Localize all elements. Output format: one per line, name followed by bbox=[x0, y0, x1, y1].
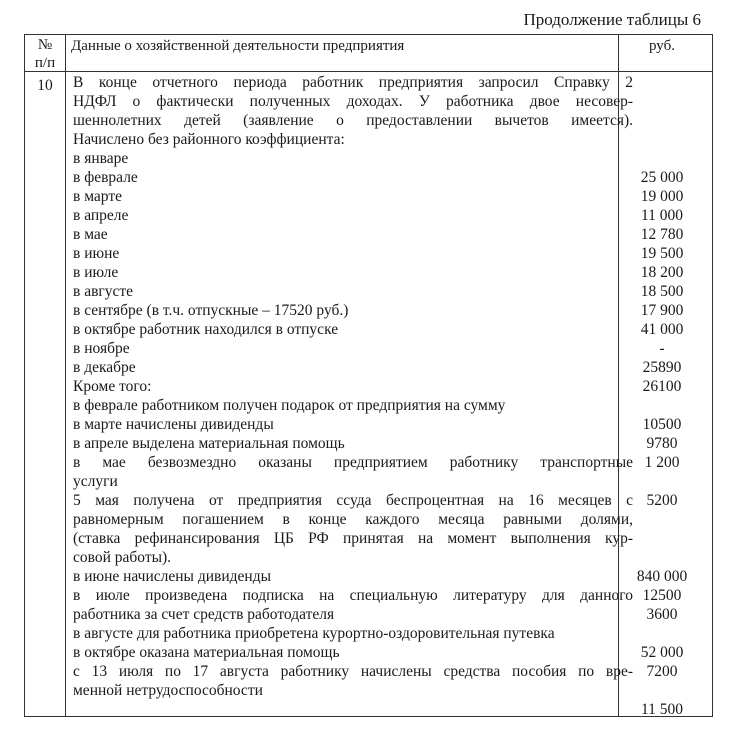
value-cell: 12 780 bbox=[640, 226, 684, 243]
value-cell: 9780 bbox=[646, 435, 678, 452]
description-line: в июне начислены дивиденды bbox=[73, 568, 271, 585]
value-cell: 12500 bbox=[642, 587, 682, 604]
header-unit: руб. bbox=[649, 38, 675, 54]
description-line: Кроме того: bbox=[73, 378, 152, 395]
description-line: в сентябре (в т.ч. отпускные – 17520 руб.) bbox=[73, 302, 349, 319]
description-line: (ставка рефинансирования ЦБ РФ принятая на момент выполнения кур- bbox=[73, 530, 633, 547]
value-cell: 19 500 bbox=[640, 245, 684, 262]
value-cell: 5200 bbox=[646, 492, 678, 509]
description-line: в октябре оказана материальная помощь bbox=[73, 644, 340, 661]
description-line: шеннолетних детей (заявление о предоставлении вычетов имеется). bbox=[73, 112, 633, 129]
value-cell: 18 200 bbox=[640, 264, 684, 281]
description-line: в феврале работником получен подарок от предприятия на сумму bbox=[73, 397, 506, 414]
description-line: в августе для работника приобретена курортно-оздоровительная путевка bbox=[73, 625, 555, 642]
value-cell: 1 200 bbox=[644, 454, 680, 471]
value-cell: 26100 bbox=[642, 378, 682, 395]
description-line: в августе bbox=[73, 283, 134, 300]
data-table bbox=[24, 34, 713, 717]
description-line: равномерным погашением в конце каждого месяца равными долями, bbox=[73, 511, 633, 528]
description-line: в феврале bbox=[73, 169, 138, 186]
description-line: в июле произведена подписка на специальную литературу для данного bbox=[73, 587, 633, 604]
value-cell: 3600 bbox=[646, 606, 678, 623]
value-cell: 25 000 bbox=[640, 169, 684, 186]
description-line: в марте начислены дивиденды bbox=[73, 416, 274, 433]
description-line: в январе bbox=[73, 150, 129, 167]
description-line: В конце отчетного периода работник предприятия запросил Справку 2 bbox=[73, 74, 633, 91]
description-line: в июне bbox=[73, 245, 120, 262]
description-line: в апреле выделена материальная помощь bbox=[73, 435, 345, 452]
value-cell: 52 000 bbox=[640, 644, 684, 661]
header-description: Данные о хозяйственной деятельности предприятия bbox=[71, 38, 405, 54]
value-cell: 25890 bbox=[642, 359, 682, 376]
description-line: 5 мая получена от предприятия ссуда беспроцентная на 16 месяцев с bbox=[73, 492, 633, 509]
value-cell: - bbox=[659, 340, 665, 357]
column-divider bbox=[65, 35, 66, 716]
value-cell: 18 500 bbox=[640, 283, 684, 300]
description-line: в июле bbox=[73, 264, 119, 281]
description-line: менной нетрудоспособности bbox=[73, 682, 263, 699]
table-caption: Продолжение таблицы 6 bbox=[523, 10, 701, 29]
description-line: в ноябре bbox=[73, 340, 130, 357]
description-line: работника за счет средств работодателя bbox=[73, 606, 335, 623]
description-line: в марте bbox=[73, 188, 122, 205]
description-line: услуги bbox=[73, 473, 118, 490]
header-num-line: № bbox=[37, 37, 53, 53]
value-cell: 41 000 bbox=[640, 321, 684, 338]
header-num bbox=[25, 36, 65, 72]
header-num-line: п/п bbox=[34, 55, 56, 71]
description-line: в мае bbox=[73, 226, 108, 243]
description-line: в апреле bbox=[73, 207, 129, 224]
description-line: в мае безвозмездно оказаны предприятием работнику транспортные bbox=[73, 454, 633, 471]
value-cell: 11 000 bbox=[640, 207, 684, 224]
description-line: Начислено без районного коэффициента: bbox=[73, 131, 345, 148]
value-cell: 10500 bbox=[642, 416, 682, 433]
value-cell: 11 500 bbox=[640, 701, 684, 718]
value-cell: 19 000 bbox=[640, 188, 684, 205]
description-line: совой работы). bbox=[73, 549, 172, 566]
description-line: в октябре работник находился в отпуске bbox=[73, 321, 339, 338]
value-cell: 17 900 bbox=[640, 302, 684, 319]
value-cell: 840 000 bbox=[636, 568, 688, 585]
row-number: 10 bbox=[37, 77, 53, 94]
description-line: с 13 июля по 17 августа работнику начислены средства пособия по вре- bbox=[73, 663, 633, 680]
description-line: в декабре bbox=[73, 359, 136, 376]
header-divider bbox=[25, 71, 712, 72]
description-line: НДФЛ о фактически полученных доходах. У работника двое несовер- bbox=[73, 93, 633, 110]
value-cell: 7200 bbox=[646, 663, 678, 680]
